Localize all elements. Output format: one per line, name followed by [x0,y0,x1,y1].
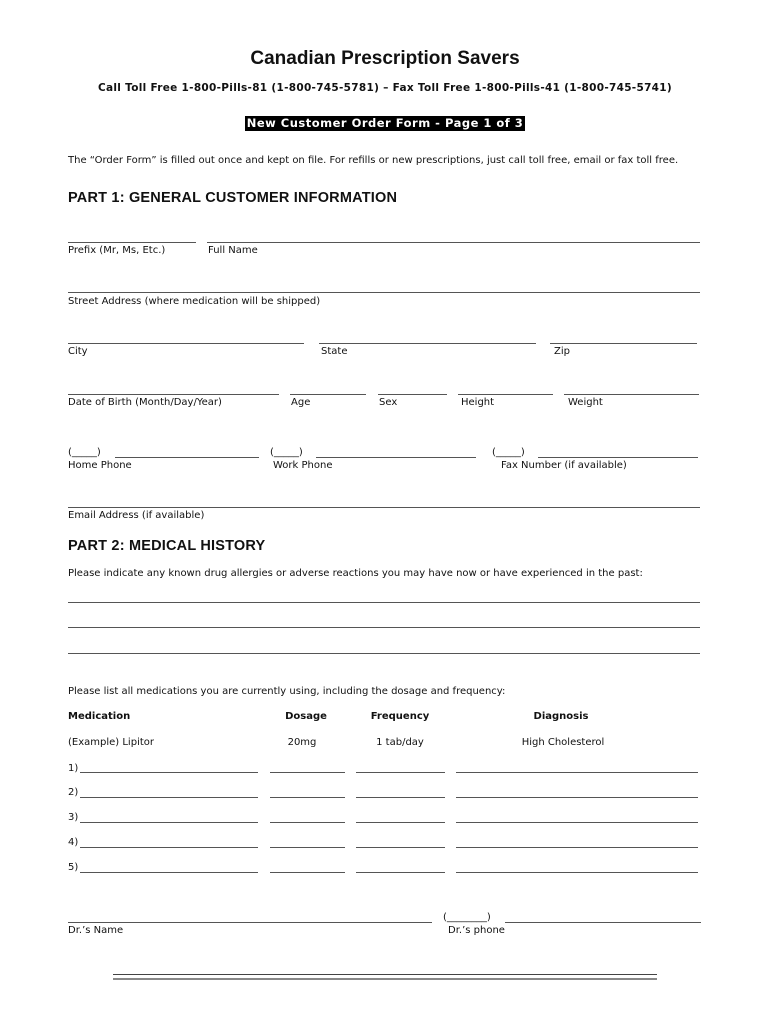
med-row-1-dosage[interactable] [270,772,345,773]
age-label: Age [291,397,311,408]
contact-line: Call Toll Free 1-800-Pills-81 (1-800-745-5781) – Fax Toll Free 1-800-Pills-41 (1-800-745-5741) [98,82,672,94]
zip-label: Zip [554,346,570,357]
state-field[interactable] [319,343,536,344]
example-frequency: 1 tab/day [376,737,424,748]
fax-label: Fax Number (if available) [501,460,627,471]
dr-name-field[interactable] [68,922,432,923]
sex-field[interactable] [378,394,447,395]
col-medication: Medication [68,711,131,722]
intro-text: The “Order Form” is filled out once and kept on file. For refills or new prescriptions, just call toll free, email or fax toll free. [68,155,679,166]
home-phone-label: Home Phone [68,460,132,471]
full-name-label: Full Name [208,245,258,256]
form-title: New Customer Order Form - Page 1 of 3 [246,116,524,130]
med-row-2-dosage[interactable] [270,797,345,798]
work-phone-label: Work Phone [273,460,333,471]
city-label: City [68,346,88,357]
weight-label: Weight [568,397,603,408]
med-row-1-diagnosis[interactable] [456,772,698,773]
med-row-5-diagnosis[interactable] [456,872,698,873]
example-diagnosis: High Cholesterol [521,737,605,748]
med-row-2-medication[interactable] [80,797,258,798]
col-frequency: Frequency [370,711,430,722]
example-medication: (Example) Lipitor [68,737,154,748]
prefix-field[interactable] [68,242,196,243]
med-row-3-frequency[interactable] [356,822,445,823]
height-label: Height [461,397,495,408]
street-label: Street Address (where medication will be shipped) [68,296,321,307]
med-row-1-medication[interactable] [80,772,258,773]
med-row-1-number: 1) [68,763,79,774]
part1-heading: PART 1: GENERAL CUSTOMER INFORMATION [68,190,398,206]
work-phone-field[interactable] [316,457,476,458]
med-row-4-medication[interactable] [80,847,258,848]
allergy-line-2[interactable] [68,627,700,628]
home-phone-field[interactable] [115,457,259,458]
med-row-2-frequency[interactable] [356,797,445,798]
weight-field[interactable] [564,394,699,395]
footer-divider [113,974,657,980]
med-row-2-number: 2) [68,787,79,798]
med-row-3-number: 3) [68,812,79,823]
full-name-field[interactable] [207,242,700,243]
col-dosage: Dosage [285,711,327,722]
med-row-4-diagnosis[interactable] [456,847,698,848]
zip-field[interactable] [550,343,697,344]
part2-heading: PART 2: MEDICAL HISTORY [68,538,266,554]
dr-name-label: Dr.’s Name [68,925,124,936]
age-field[interactable] [290,394,366,395]
example-dosage: 20mg [287,737,317,748]
dr-phone-label: Dr.’s phone [448,925,505,936]
sex-label: Sex [379,397,398,408]
height-field[interactable] [458,394,553,395]
email-field[interactable] [68,507,700,508]
dob-field[interactable] [68,394,279,395]
email-label: Email Address (if available) [68,510,205,521]
street-field[interactable] [68,292,700,293]
fax-field[interactable] [538,457,698,458]
med-row-4-dosage[interactable] [270,847,345,848]
dr-phone-area[interactable]: (________) [443,912,491,923]
med-row-3-diagnosis[interactable] [456,822,698,823]
allergy-prompt: Please indicate any known drug allergies or adverse reactions you may have now or have experienced in the past: [68,568,643,579]
fax-area[interactable]: (_____) [492,447,525,458]
med-row-4-frequency[interactable] [356,847,445,848]
dob-label: Date of Birth (Month/Day/Year) [68,397,222,408]
work-phone-area[interactable]: (_____) [270,447,303,458]
med-row-3-medication[interactable] [80,822,258,823]
allergy-line-1[interactable] [68,602,700,603]
med-row-3-dosage[interactable] [270,822,345,823]
allergy-line-3[interactable] [68,653,700,654]
med-row-5-number: 5) [68,862,79,873]
dr-phone-field[interactable] [505,922,701,923]
form-title-wrap [0,112,770,131]
med-row-2-diagnosis[interactable] [456,797,698,798]
med-row-5-medication[interactable] [80,872,258,873]
home-phone-area[interactable]: (_____) [68,447,101,458]
state-label: State [321,346,348,357]
med-row-4-number: 4) [68,837,79,848]
med-row-5-frequency[interactable] [356,872,445,873]
prefix-label: Prefix (Mr, Ms, Etc.) [68,245,166,256]
med-row-1-frequency[interactable] [356,772,445,773]
page-title: Canadian Prescription Savers [250,48,520,69]
med-row-5-dosage[interactable] [270,872,345,873]
city-field[interactable] [68,343,304,344]
meds-prompt: Please list all medications you are currently using, including the dosage and frequency: [68,686,506,697]
col-diagnosis: Diagnosis [533,711,589,722]
